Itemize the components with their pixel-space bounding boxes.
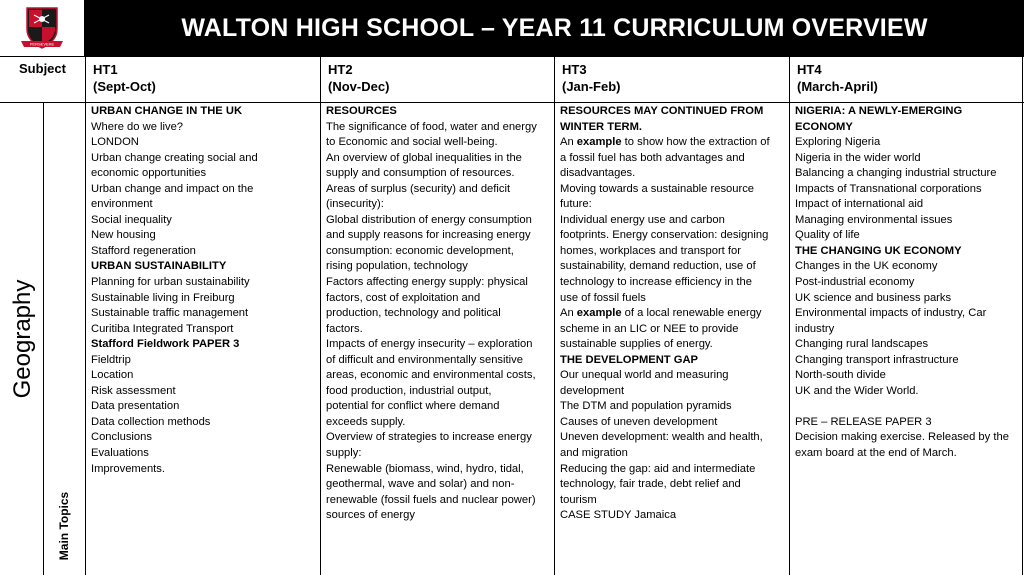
topic-line: Managing environmental issues [795,213,953,226]
topic-line: North-south divide [795,369,886,382]
topic-line: Individual energy use and carbon [560,213,725,226]
page-title: WALTON HIGH SCHOOL – YEAR 11 CURRICULUM OVERVIEW [85,0,1024,56]
subject-label [2,103,44,575]
topic-line: homes, workplaces and transport for [560,244,741,257]
topic-line: renewable (fossil fuels and nuclear power) [326,493,536,506]
topic-line: of difficult and environmentally sensitive [326,353,523,366]
topic-line: Impacts of energy insecurity – exploration [326,338,533,351]
topic-line: An overview of global inequalities in the [326,151,522,164]
topic-line: Uneven development: wealth and health, [560,431,763,444]
ht4-topics [795,104,1021,462]
topic-line: CASE STUDY Jamaica [560,509,677,522]
topic-line: Our unequal world and measuring [560,369,729,382]
term-dates: (March-April) [797,79,878,94]
topic-line: technology, fair trade, debt relief and [560,478,741,491]
topic-line: Curitiba Integrated Transport [91,322,234,335]
topic-line: Impact of international aid [795,198,924,211]
column-header-ht4 [797,61,878,95]
term-label: HT1 [93,62,118,77]
topic-line: to Economic and social well-being. [326,136,498,149]
topic-line: future: [560,198,592,211]
topic-heading: NIGERIA: A NEWLY-EMERGING ECONOMY [795,105,963,133]
topic-line: New housing [91,229,156,242]
topic-line: Fieldtrip [91,353,131,366]
topic-line: and migration [560,447,628,460]
topic-line: Environmental impacts of industry, Car [795,307,987,320]
main-topics-label: Main Topics [57,491,71,560]
topic-heading: THE CHANGING UK ECONOMY [795,244,962,257]
topic-line: Exploring Nigeria [795,136,881,149]
topic-line: URBAN SUSTAINABILITY [91,260,227,273]
topic-line: Data presentation [91,400,180,413]
topic-line: Changing transport infrastructure [795,353,959,366]
spacer [795,399,1021,415]
row-label [44,476,84,575]
topic-line: factors, cost of exploitation and [326,291,481,304]
topic-line: Renewable (biomass, wind, hydro, tidal, [326,462,524,475]
topic-line: Moving towards a sustainable resource [560,182,755,195]
topic-line: Areas of surplus (security) and deficit [326,182,511,195]
logo-cell [0,0,85,56]
topic-line: Quality of life [795,229,860,242]
topic-line: RESOURCES [326,105,397,117]
topic-line: disadvantages. [560,167,636,180]
topic-line: Causes of uneven development [560,415,718,428]
topic-line: exceeds supply. [326,415,406,428]
topic-line: sustainability, demand reduction, use of [560,260,756,273]
ht1-topics [91,104,317,477]
topic-line: and supply reasons for increasing energy [326,229,531,242]
topic-line: industry [795,322,835,335]
topic-line: Improvements. [91,462,165,475]
topic-line: use of fossil fuels [560,291,646,304]
topic-line: supply: [326,447,362,460]
term-label: HT2 [328,62,353,77]
topic-line: Location [91,369,134,382]
subject-name: Geography [9,279,36,399]
topic-line: scheme in an LIC or NEE to provide [560,322,739,335]
topic-line: Planning for urban sustainability [91,276,250,289]
topic-line: URBAN CHANGE IN THE UK [91,105,243,117]
topic-line: food production, industrial output, [326,384,492,397]
topic-line: development [560,384,625,397]
school-crest-icon [17,3,67,53]
topic-line: economic opportunities [91,167,207,180]
topic-line: consumption: economic development, [326,244,514,257]
topic-line: Changes in the UK economy [795,260,938,273]
topic-line: footprints. Energy conservation: designing [560,229,769,242]
topic-line: Impacts of Transnational corporations [795,182,982,195]
topic-line: tourism [560,493,597,506]
topic-line: UK and the Wider World. [795,384,919,397]
topic-line: production, technology and political [326,307,501,320]
topic-line: Data collection methods [91,415,211,428]
topic-list [795,415,1021,462]
topic-line: exam board at the end of March. [795,447,957,460]
header [0,0,1024,56]
topic-line: An example to show how the extraction of [560,136,770,149]
topic-line: Nigeria in the wider world [795,151,921,164]
topic-line: supply and consumption of resources. [326,167,515,180]
topic-line: Social inequality [91,213,172,226]
topic-line: PRE – RELEASE PAPER 3 [795,415,932,428]
column-header-ht1 [93,61,156,95]
term-dates: (Nov-Dec) [328,79,390,94]
topic-list [795,259,1021,399]
topic-line: LONDON [91,136,139,149]
topic-line: An example of a local renewable energy [560,307,762,320]
topic-line: Stafford Fieldwork PAPER 3 [91,338,240,351]
topic-heading: WINTER TERM. [560,120,643,133]
topic-line: Conclusions [91,431,152,444]
topic-line: sources of energy [326,509,415,522]
topic-heading: THE DEVELOPMENT GAP [560,353,698,366]
topic-line: Where do we live? [91,120,184,133]
topic-list [795,135,1021,244]
topic-line: Global distribution of energy consumption [326,213,532,226]
topic-line: Changing rural landscapes [795,338,929,351]
topic-line: Decision making exercise. Released by the [795,431,1009,444]
topic-line: Sustainable living in Freiburg [91,291,235,304]
column-header-ht2 [328,61,389,95]
topic-line: (insecurity): [326,198,384,211]
topic-line: Factors affecting energy supply: physical [326,276,528,289]
topic-line: rising population, technology [326,260,468,273]
svg-text:PERSEVERE: PERSEVERE [29,41,55,47]
topic-line: areas, economic and environmental costs, [326,369,536,382]
topic-line: factors. [326,322,363,335]
column-header-ht3 [562,61,621,95]
topic-line: a fossil fuel has both advantages and [560,151,745,164]
ht2-topics [326,104,552,524]
term-dates: (Jan-Feb) [562,79,621,94]
term-dates: (Sept-Oct) [93,79,156,94]
topic-line: geothermal, wave and solar) and non- [326,478,515,491]
topic-line: Balancing a changing industrial structure [795,167,997,180]
topic-line: Overview of strategies to increase energy [326,431,532,444]
curriculum-table [0,56,1024,575]
topic-line: Sustainable traffic management [91,307,249,320]
topic-line: Reducing the gap: aid and intermediate [560,462,756,475]
topic-line: The DTM and population pyramids [560,400,732,413]
topic-line: The significance of food, water and energy [326,120,537,133]
topic-line: potential for conflict where demand [326,400,500,413]
topic-line: UK science and business parks [795,291,952,304]
topic-line: Urban change creating social and [91,151,258,164]
subject-column-header: Subject [19,61,66,76]
topic-line: technology to increase efficiency in the [560,276,752,289]
topic-line: Evaluations [91,447,149,460]
topic-heading: RESOURCES MAY CONTINUED FROM [560,105,764,117]
topic-line: Post-industrial economy [795,276,915,289]
term-label: HT3 [562,62,587,77]
term-label: HT4 [797,62,822,77]
topic-line: sustainable supplies of energy. [560,338,713,351]
topic-line: environment [91,198,153,211]
ht3-topics [560,104,788,524]
topic-line: Urban change and impact on the [91,182,254,195]
topic-line: Risk assessment [91,384,176,397]
topic-line: Stafford regeneration [91,244,196,257]
